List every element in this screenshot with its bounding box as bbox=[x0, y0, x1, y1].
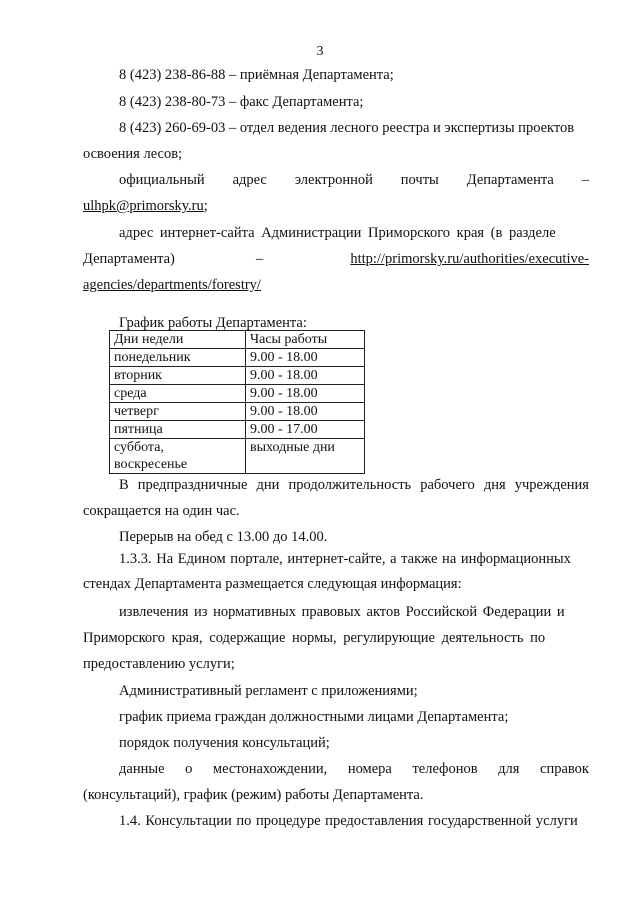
regulation-line: Административный регламент с приложениями; bbox=[119, 683, 418, 699]
website-url-part2[interactable]: agencies/departments/forestry/ bbox=[83, 277, 261, 293]
location-word: для bbox=[498, 761, 520, 777]
lunch-break: Перерыв на обед с 13.00 до 14.00. bbox=[119, 529, 328, 545]
cell-hours: 9.00 - 18.00 bbox=[246, 385, 365, 403]
website-dash: – bbox=[256, 251, 264, 267]
cell-hours: 9.00 - 18.00 bbox=[246, 367, 365, 385]
email-end: ; bbox=[203, 198, 208, 214]
table-row bbox=[110, 385, 365, 403]
cell-day-line2: воскресенье bbox=[114, 457, 188, 472]
clause-133-line2: стендах Департамента размещается следующая информация: bbox=[83, 576, 462, 592]
email-word: – bbox=[581, 172, 589, 188]
email-word: официальный bbox=[119, 172, 205, 188]
page-number: 3 bbox=[316, 44, 324, 59]
preholiday-word: дня bbox=[483, 477, 506, 493]
email-word: электронной bbox=[294, 172, 373, 188]
schedule-table bbox=[109, 330, 365, 474]
location-word: о bbox=[185, 761, 193, 777]
location-word: справок bbox=[540, 761, 589, 777]
website-url-part1[interactable]: http://primorsky.ru/authorities/executive- bbox=[350, 251, 589, 267]
extracts-line2: Приморского края, содержащие нормы, регулирующие деятельность по bbox=[83, 630, 546, 646]
cell-day: вторник bbox=[110, 367, 246, 385]
preholiday-line2: сокращается на один час. bbox=[83, 503, 240, 519]
email-line bbox=[119, 171, 589, 189]
table-row bbox=[110, 421, 365, 439]
phone-fax: 8 (423) 238-80-73 – факс Департамента; bbox=[119, 94, 364, 110]
email-word: почты bbox=[400, 172, 439, 188]
preholiday-line1 bbox=[119, 476, 589, 494]
table-row bbox=[110, 349, 365, 367]
table-row bbox=[110, 367, 365, 385]
location-word: местонахождении, bbox=[212, 761, 328, 777]
email-word: Департамента bbox=[466, 172, 554, 188]
preholiday-word: дни bbox=[256, 477, 280, 493]
table-row bbox=[110, 403, 365, 421]
website-line1-text: адрес интернет-сайта Администрации Приморского края (в разделе bbox=[119, 225, 556, 241]
consult-order-line: порядок получения консультаций; bbox=[119, 735, 330, 751]
website-dept-label: Департамента) bbox=[83, 251, 175, 267]
cell-hours: 9.00 - 18.00 bbox=[246, 349, 365, 367]
header-days: Дни недели bbox=[110, 331, 246, 349]
preholiday-word: продолжительность bbox=[288, 477, 412, 493]
preholiday-word: В bbox=[119, 477, 129, 493]
location-word: номера bbox=[347, 761, 392, 777]
location-word: телефонов bbox=[412, 761, 478, 777]
cell-day-line1: суббота, bbox=[114, 440, 164, 455]
cell-hours: 9.00 - 18.00 bbox=[246, 403, 365, 421]
preholiday-word: рабочего bbox=[420, 477, 475, 493]
location-line1 bbox=[119, 760, 589, 778]
email-word: адрес bbox=[232, 172, 267, 188]
clause-14-line: 1.4. Консультации по процедуре предоставления государственной услуги bbox=[119, 813, 578, 829]
cell-hours: 9.00 - 17.00 bbox=[246, 421, 365, 439]
cell-day bbox=[110, 439, 246, 474]
location-line2: (консультаций), график (режим) работы Департамента. bbox=[83, 787, 424, 803]
email-value-line bbox=[83, 197, 208, 215]
preholiday-word: предпраздничные bbox=[137, 477, 248, 493]
cell-day: понедельник bbox=[110, 349, 246, 367]
table-row bbox=[110, 439, 365, 474]
extracts-line3: предоставлению услуги; bbox=[83, 656, 235, 672]
phone-forest-registry-line1: 8 (423) 260-69-03 – отдел ведения лесного реестра и экспертизы проектов bbox=[119, 120, 575, 136]
table-header-row bbox=[110, 331, 365, 349]
cell-day: среда bbox=[110, 385, 246, 403]
location-word: данные bbox=[119, 761, 165, 777]
cell-day: пятница bbox=[110, 421, 246, 439]
website-line3 bbox=[83, 276, 261, 294]
cell-hours: выходные дни bbox=[246, 439, 365, 474]
schedule-title: График работы Департамента: bbox=[119, 315, 307, 331]
phone-forest-registry-line2: освоения лесов; bbox=[83, 146, 183, 162]
extracts-line1: извлечения из нормативных правовых актов Российской Федерации и bbox=[119, 604, 565, 620]
reception-schedule-line: график приема граждан должностными лицами Департамента; bbox=[119, 709, 509, 725]
header-hours: Часы работы bbox=[246, 331, 365, 349]
clause-133-line1: 1.3.3. На Едином портале, интернет-сайте, а также на информационных bbox=[119, 551, 571, 567]
website-line1 bbox=[119, 224, 589, 242]
preholiday-word: учреждения bbox=[514, 477, 589, 493]
phone-reception: 8 (423) 238-86-88 – приёмная Департамента; bbox=[119, 67, 394, 83]
cell-day: четверг bbox=[110, 403, 246, 421]
email-link[interactable]: ulhpk@primorsky.ru bbox=[83, 198, 204, 214]
